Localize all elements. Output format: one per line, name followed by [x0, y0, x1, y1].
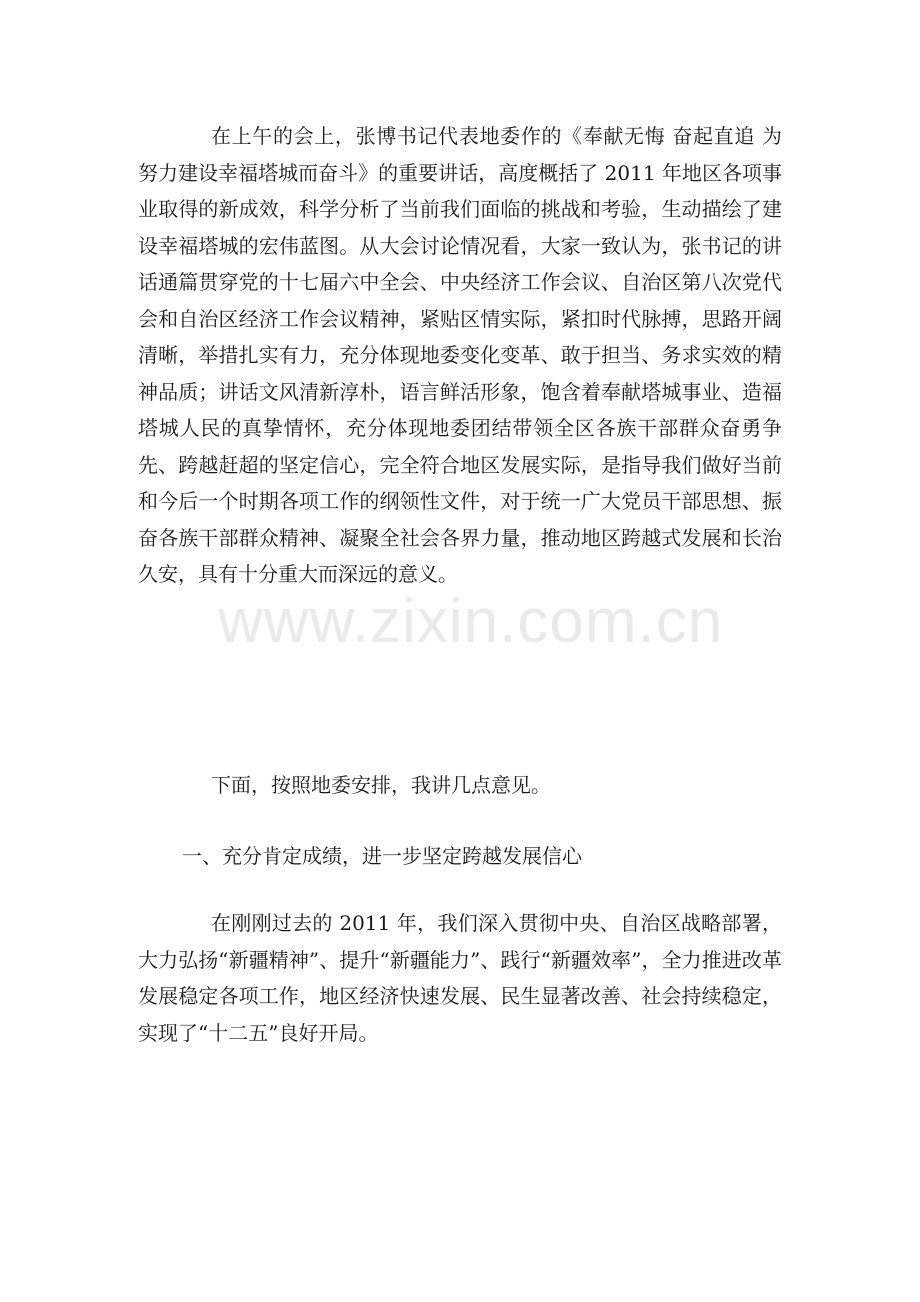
section-body-paragraph: 在刚刚过去的 2011 年，我们深入贯彻中央、自治区战略部署，大力弘扬“新疆精神”、提升“新疆能力”、践行“新疆效率”，全力推进改革发展稳定各项工作，地区经济快速发展、民生显著改善、社会持续稳定，实现了“十二五”良好开局。 [138, 911, 782, 1045]
transition-paragraph: 下面，按照地委安排，我讲几点意见。 [211, 773, 551, 797]
intro-paragraph: 在上午的会上，张博书记代表地委作的《奉献无悔 奋起直追 为努力建设幸福塔城而奋斗》的重要讲话，高度概括了 2011 年地区各项事业取得的新成效，科学分析了当前我们面临的挑战和考验，生动描绘了建设幸福塔城的宏伟蓝图。从大会讨论情况看，大家一致认为，张书记的讲话通篇贯穿党的十七届六中全会、中央经济工作会议、自治区第八次党代会和自治区经济工作会议精神，紧贴区情实际，紧扣时代脉搏，思路开阔清晰，举措扎实有力，充分体现地委变化变革、敢于担当、务求实效的精神品质；讲话文风清新淳朴，语言鲜活形象，饱含着奉献塔城事业、造福塔城人民的真挚情怀，充分体现地委团结带领全区各族干部群众奋勇争先、跨越赶超的坚定信心，完全符合地区发展实际，是指导我们做好当前和今后一个时期各项工作的纲领性文件，对于统一广大党员干部思想、振奋各族干部群众精神、凝聚全社会各界力量，推动地区跨越式发展和长治久安，具有十分重大而深远的意义。 [138, 124, 782, 586]
section-heading: 一、充分肯定成绩，进一步坚定跨越发展信心 [182, 844, 582, 868]
watermark: www.zixin.com.cn [218, 587, 724, 656]
